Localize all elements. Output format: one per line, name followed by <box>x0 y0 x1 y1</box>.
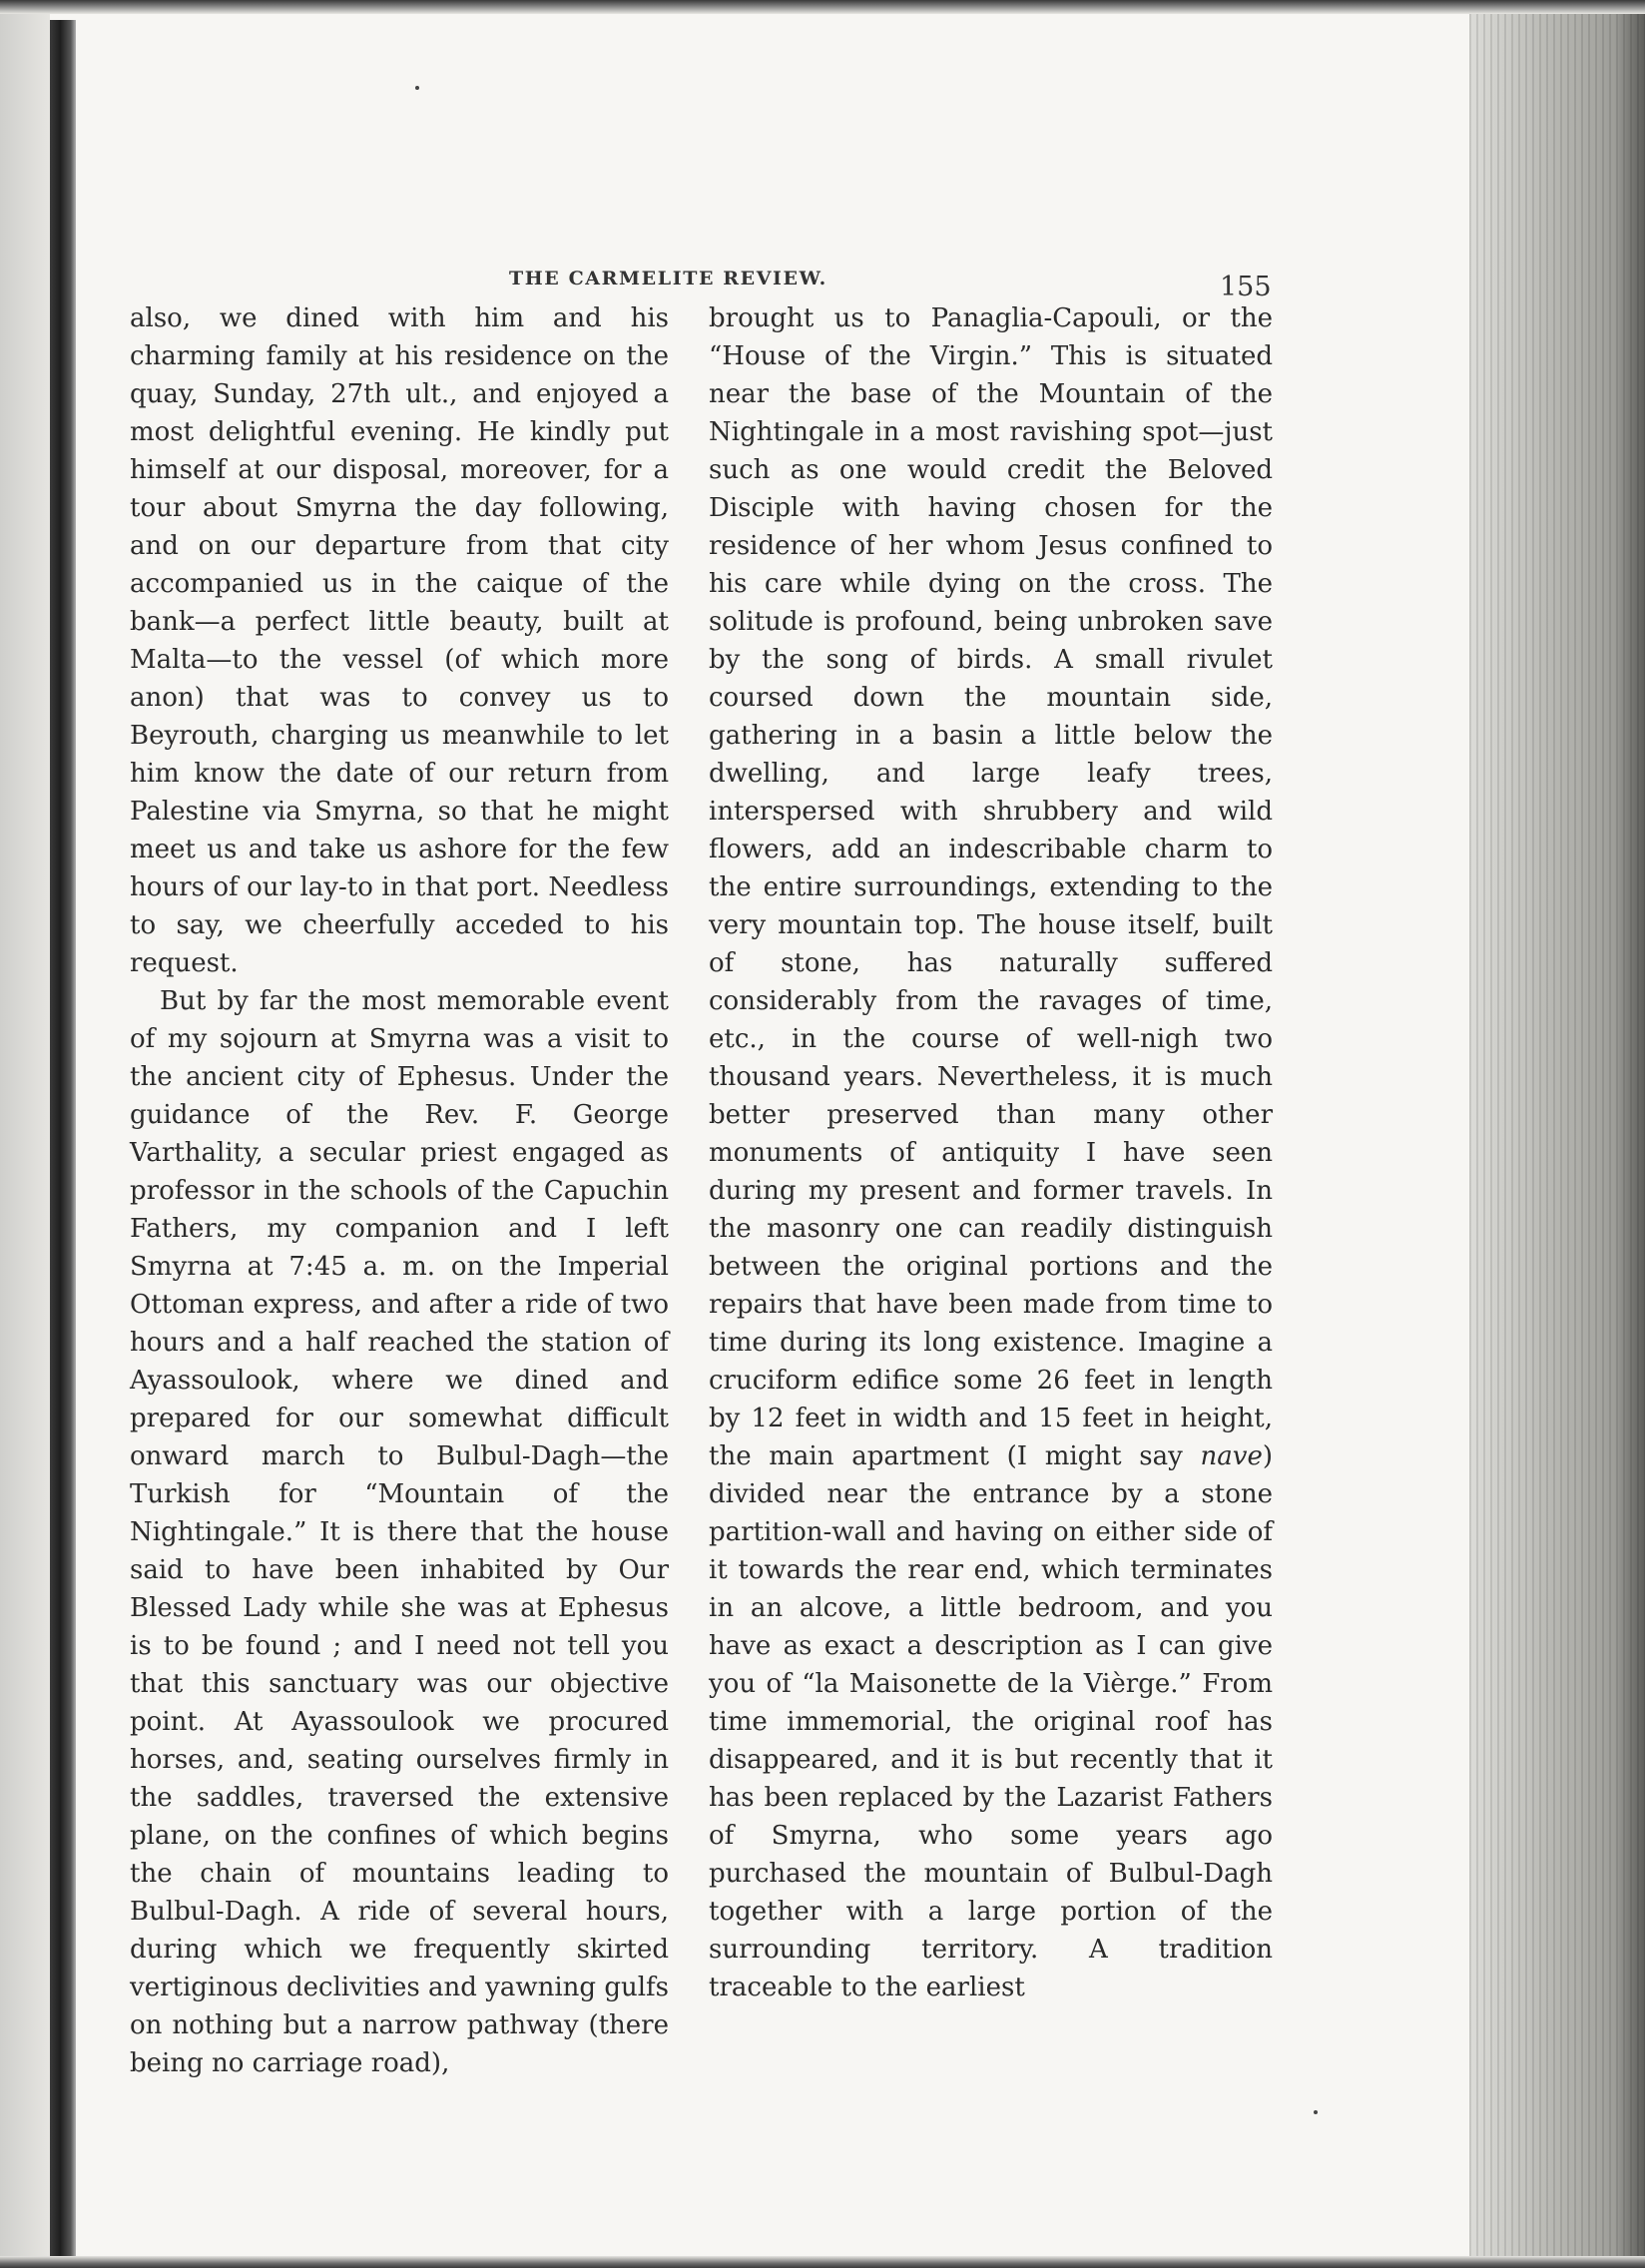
paragraph: also, we dined with him and his charming family at his residence on the quay, Sunday, 27th ult., and enjoyed a most delightful evening. He kindly put himself at our disposal, moreover, for a tour about Smyrna the day following, and on our departure from that city accompanied us in the caique of the bank—a perfect little beauty, built at Malta—to the vessel (of which more anon) that was to convey us to Beyrouth, charging us meanwhile to let him know the date of our return from Palestine via Smyrna, so that he might meet us and take us ashore for the few hours of our lay-to in that port. Needless to say, we cheerfully acceded to his request. <box>130 303 669 978</box>
book-binding-gutter <box>50 20 76 2256</box>
scan-speck <box>415 86 419 90</box>
page-number: 155 <box>1220 272 1272 302</box>
left-column <box>130 299 669 2082</box>
italic-word: nave <box>1200 1441 1263 1471</box>
paragraph-text: ) divided near the entrance by a stone partition-wall and having on either side of it towards the rear end, which terminates in an alcove, a little bedroom, and you have as exact a description as I can give you of “la Maisonette de la Vièrge.” From time immemorial, the original roof has disappeared, and it is but recently that it has been replaced by the Lazarist Fathers of Smyrna, who some years ago purchased the mountain of Bulbul-Dagh together with a large portion of the surrounding territory. A tradition traceable to the earliest <box>709 1441 1273 2002</box>
paragraph <box>709 299 1273 2006</box>
scan-left-margin <box>0 14 50 2256</box>
right-column <box>709 299 1273 2006</box>
scan-bottom-edge <box>0 2256 1645 2268</box>
paragraph-text: brought us to Panaglia-Capouli, or the “House of the Virgin.” This is situated near the base of the Mountain of the Nightingale in a most ravishing spot—just such as one would credit the Beloved Disciple with having chosen for the residence of her whom Jesus confined to his care while dying on the cross. The solitude is profound, being unbroken save by the song of birds. A small rivulet coursed down the mountain side, gathering in a basin a little below the dwelling, and large leafy trees, interspersed with shrubbery and wild flowers, add an indescribable charm to the entire surroundings, extending to the very mountain top. The house itself, built of stone, has naturally suffered considerably from the ravages of time, etc., in the course of well-nigh two thousand years. Nevertheless, it is much better preserved than many other monuments of antiquity I have seen during my present and former travels. In the masonry one can readily distinguish between the original portions and the repairs that have been made from time to time during its long existence. Imagine a cruciform edifice some 26 feet in length by 12 feet in width and 15 feet in height, the main apartment (I might say <box>709 303 1273 1471</box>
scan-speck <box>1314 2110 1318 2114</box>
running-head: THE CARMELITE REVIEW. <box>509 268 827 289</box>
paragraph: But by far the most memorable event of my sojourn at Smyrna was a visit to the ancient city of Ephesus. Under the guidance of the Rev. F. George Varthality, a secular priest engaged as professor in the schools of the Capuchin Fathers, my companion and I left Smyrna at 7:45 a. m. on the Imperial Ottoman express, and after a ride of two hours and a half reached the station of Ayassoulook, where we dined and prepared for our somewhat difficult onward march to Bulbul-Dagh—the Turkish for “Mountain of the Nightingale.” It is there that the house said to have been inhabited by Our Blessed Lady while she was at Ephesus is to be found ; and I need not tell you that this sanctuary was our objective point. At Ayassoulook we procured horses, and, seating ourselves firmly in the saddles, traversed the extensive plane, on the confines of which begins the chain of mountains leading to Bulbul-Dagh. A ride of several hours, during which we frequently skirted vertiginous declivities and yawning gulfs on nothing but a narrow pathway (there being no carriage road), <box>130 986 669 2078</box>
scan-top-edge <box>0 0 1645 14</box>
book-page-edges <box>1469 14 1645 2256</box>
